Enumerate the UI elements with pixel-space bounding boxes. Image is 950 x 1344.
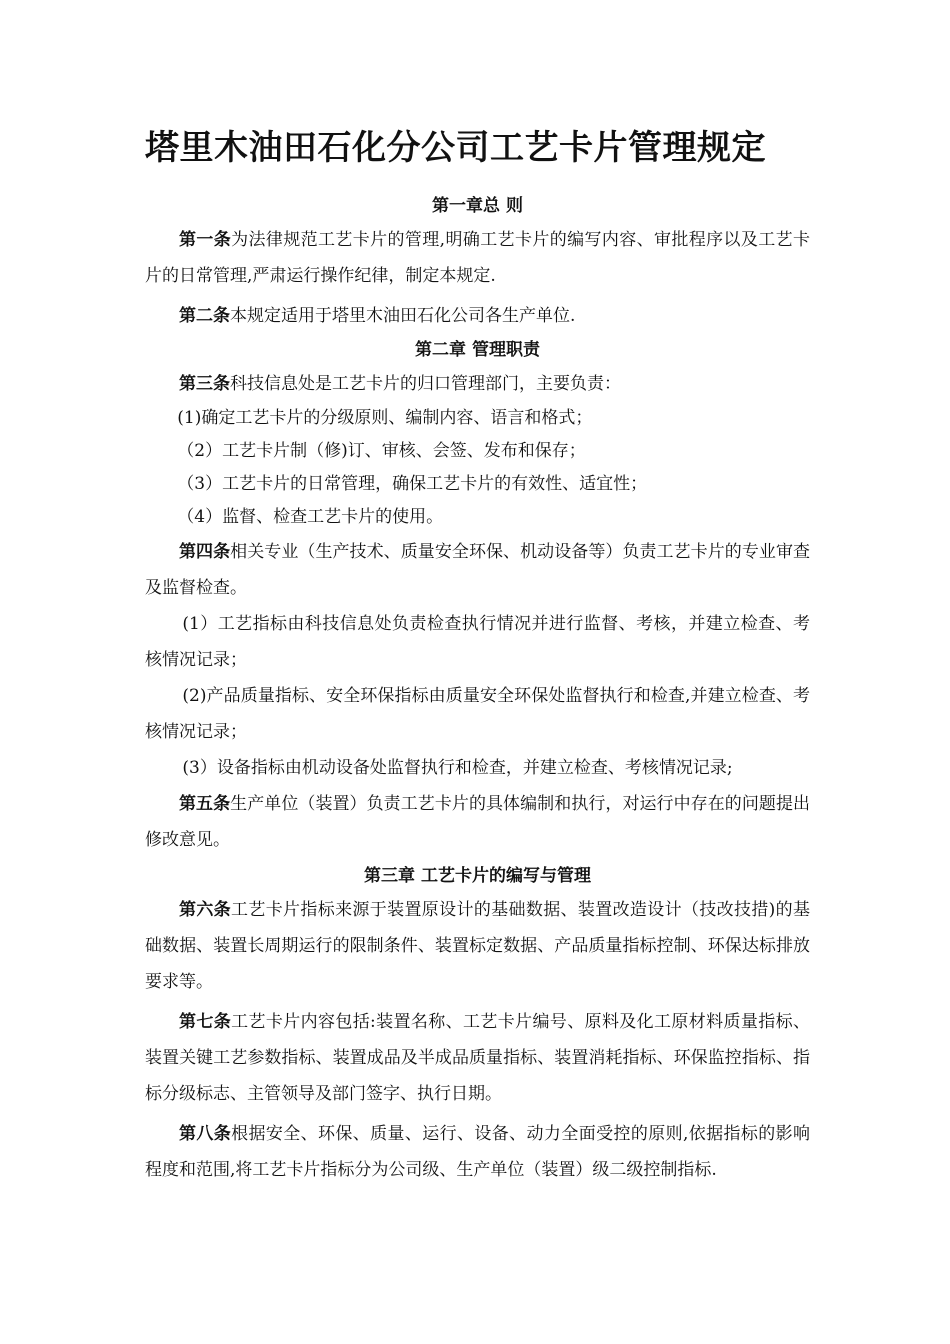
article-1-number: 第一条 xyxy=(179,230,232,250)
article-3-item: (1)确定工艺卡片的分级原则、编制内容、语言和格式； xyxy=(177,408,593,428)
article-6-text: 工艺卡片指标来源于装置原设计的基础数据、装置改造设计（技改技措)的基础数据、装置长周期运行的限制条件、装置标定数据、产品质量指标控制、环保达标排放要求等。 xyxy=(145,900,810,992)
article-3-item: （2）工艺卡片制（修)订、审核、会签、发布和保存； xyxy=(177,441,586,461)
article-2 xyxy=(145,298,810,334)
article-4-number: 第四条 xyxy=(179,542,231,562)
article-7-text: 工艺卡片内容包括:装置名称、工艺卡片编号、原料及化工原材料质量指标、装置关键工艺参数指标、装置成品及半成品质量指标、装置消耗指标、环保监控指标、指标分级标志、主管领导及部门签字、执行日期。 xyxy=(145,1012,810,1104)
article-3-text: 科技信息处是工艺卡片的归口管理部门，主要负责： xyxy=(230,374,621,394)
article-1 xyxy=(145,222,810,294)
article-6-number: 第六条 xyxy=(179,900,232,920)
chapter-1-heading: 第一章总 则 xyxy=(432,196,523,216)
article-8-number: 第八条 xyxy=(179,1124,232,1144)
document-title: 塔里木油田石化分公司工艺卡片管理规定 xyxy=(145,128,766,168)
article-7 xyxy=(145,1004,810,1112)
article-7-number: 第七条 xyxy=(179,1012,232,1032)
article-3-item: （3）工艺卡片的日常管理，确保工艺卡片的有效性、适宜性； xyxy=(177,474,648,494)
article-4 xyxy=(145,534,810,606)
article-4-item: (3）设备指标由机动设备处监督执行和检查，并建立检查、考核情况记录; xyxy=(182,758,733,778)
article-3-number: 第三条 xyxy=(179,374,230,394)
article-4-item: (1）工艺指标由科技信息处负责检查执行情况并进行监督、考核，并建立检查、考核情况记录； xyxy=(145,614,810,670)
article-3 xyxy=(145,366,810,402)
article-4-item: (2)产品质量指标、安全环保指标由质量安全环保处监督执行和检查,并建立检查、考核情况记录； xyxy=(145,686,810,742)
article-2-number: 第二条 xyxy=(179,306,230,326)
article-1-text: 为法律规范工艺卡片的管理,明确工艺卡片的编写内容、审批程序以及工艺卡片的日常管理,严肃运行操作纪律，制定本规定. xyxy=(145,230,811,286)
chapter-2-heading: 第二章 管理职责 xyxy=(415,340,540,360)
article-8-text: 根据安全、环保、质量、运行、设备、动力全面受控的原则,依据指标的影响程度和范围,将工艺卡片指标分为公司级、生产单位（装置）级二级控制指标. xyxy=(145,1124,811,1180)
chapter-3-heading: 第三章 工艺卡片的编写与管理 xyxy=(364,866,591,886)
article-8 xyxy=(145,1116,810,1188)
document-page xyxy=(145,118,810,1188)
article-5-number: 第五条 xyxy=(179,794,231,814)
article-6 xyxy=(145,892,810,1000)
article-3-item: （4）监督、检查工艺卡片的使用。 xyxy=(177,507,444,527)
article-2-text: 本规定适用于塔里木油田石化公司各生产单位. xyxy=(230,306,576,326)
article-4-text: 相关专业（生产技术、质量安全环保、机动设备等）负责工艺卡片的专业审查及监督检查。 xyxy=(145,542,811,598)
article-5 xyxy=(145,786,810,858)
article-5-text: 生产单位（装置）负责工艺卡片的具体编制和执行，对运行中存在的问题提出修改意见。 xyxy=(145,794,811,850)
